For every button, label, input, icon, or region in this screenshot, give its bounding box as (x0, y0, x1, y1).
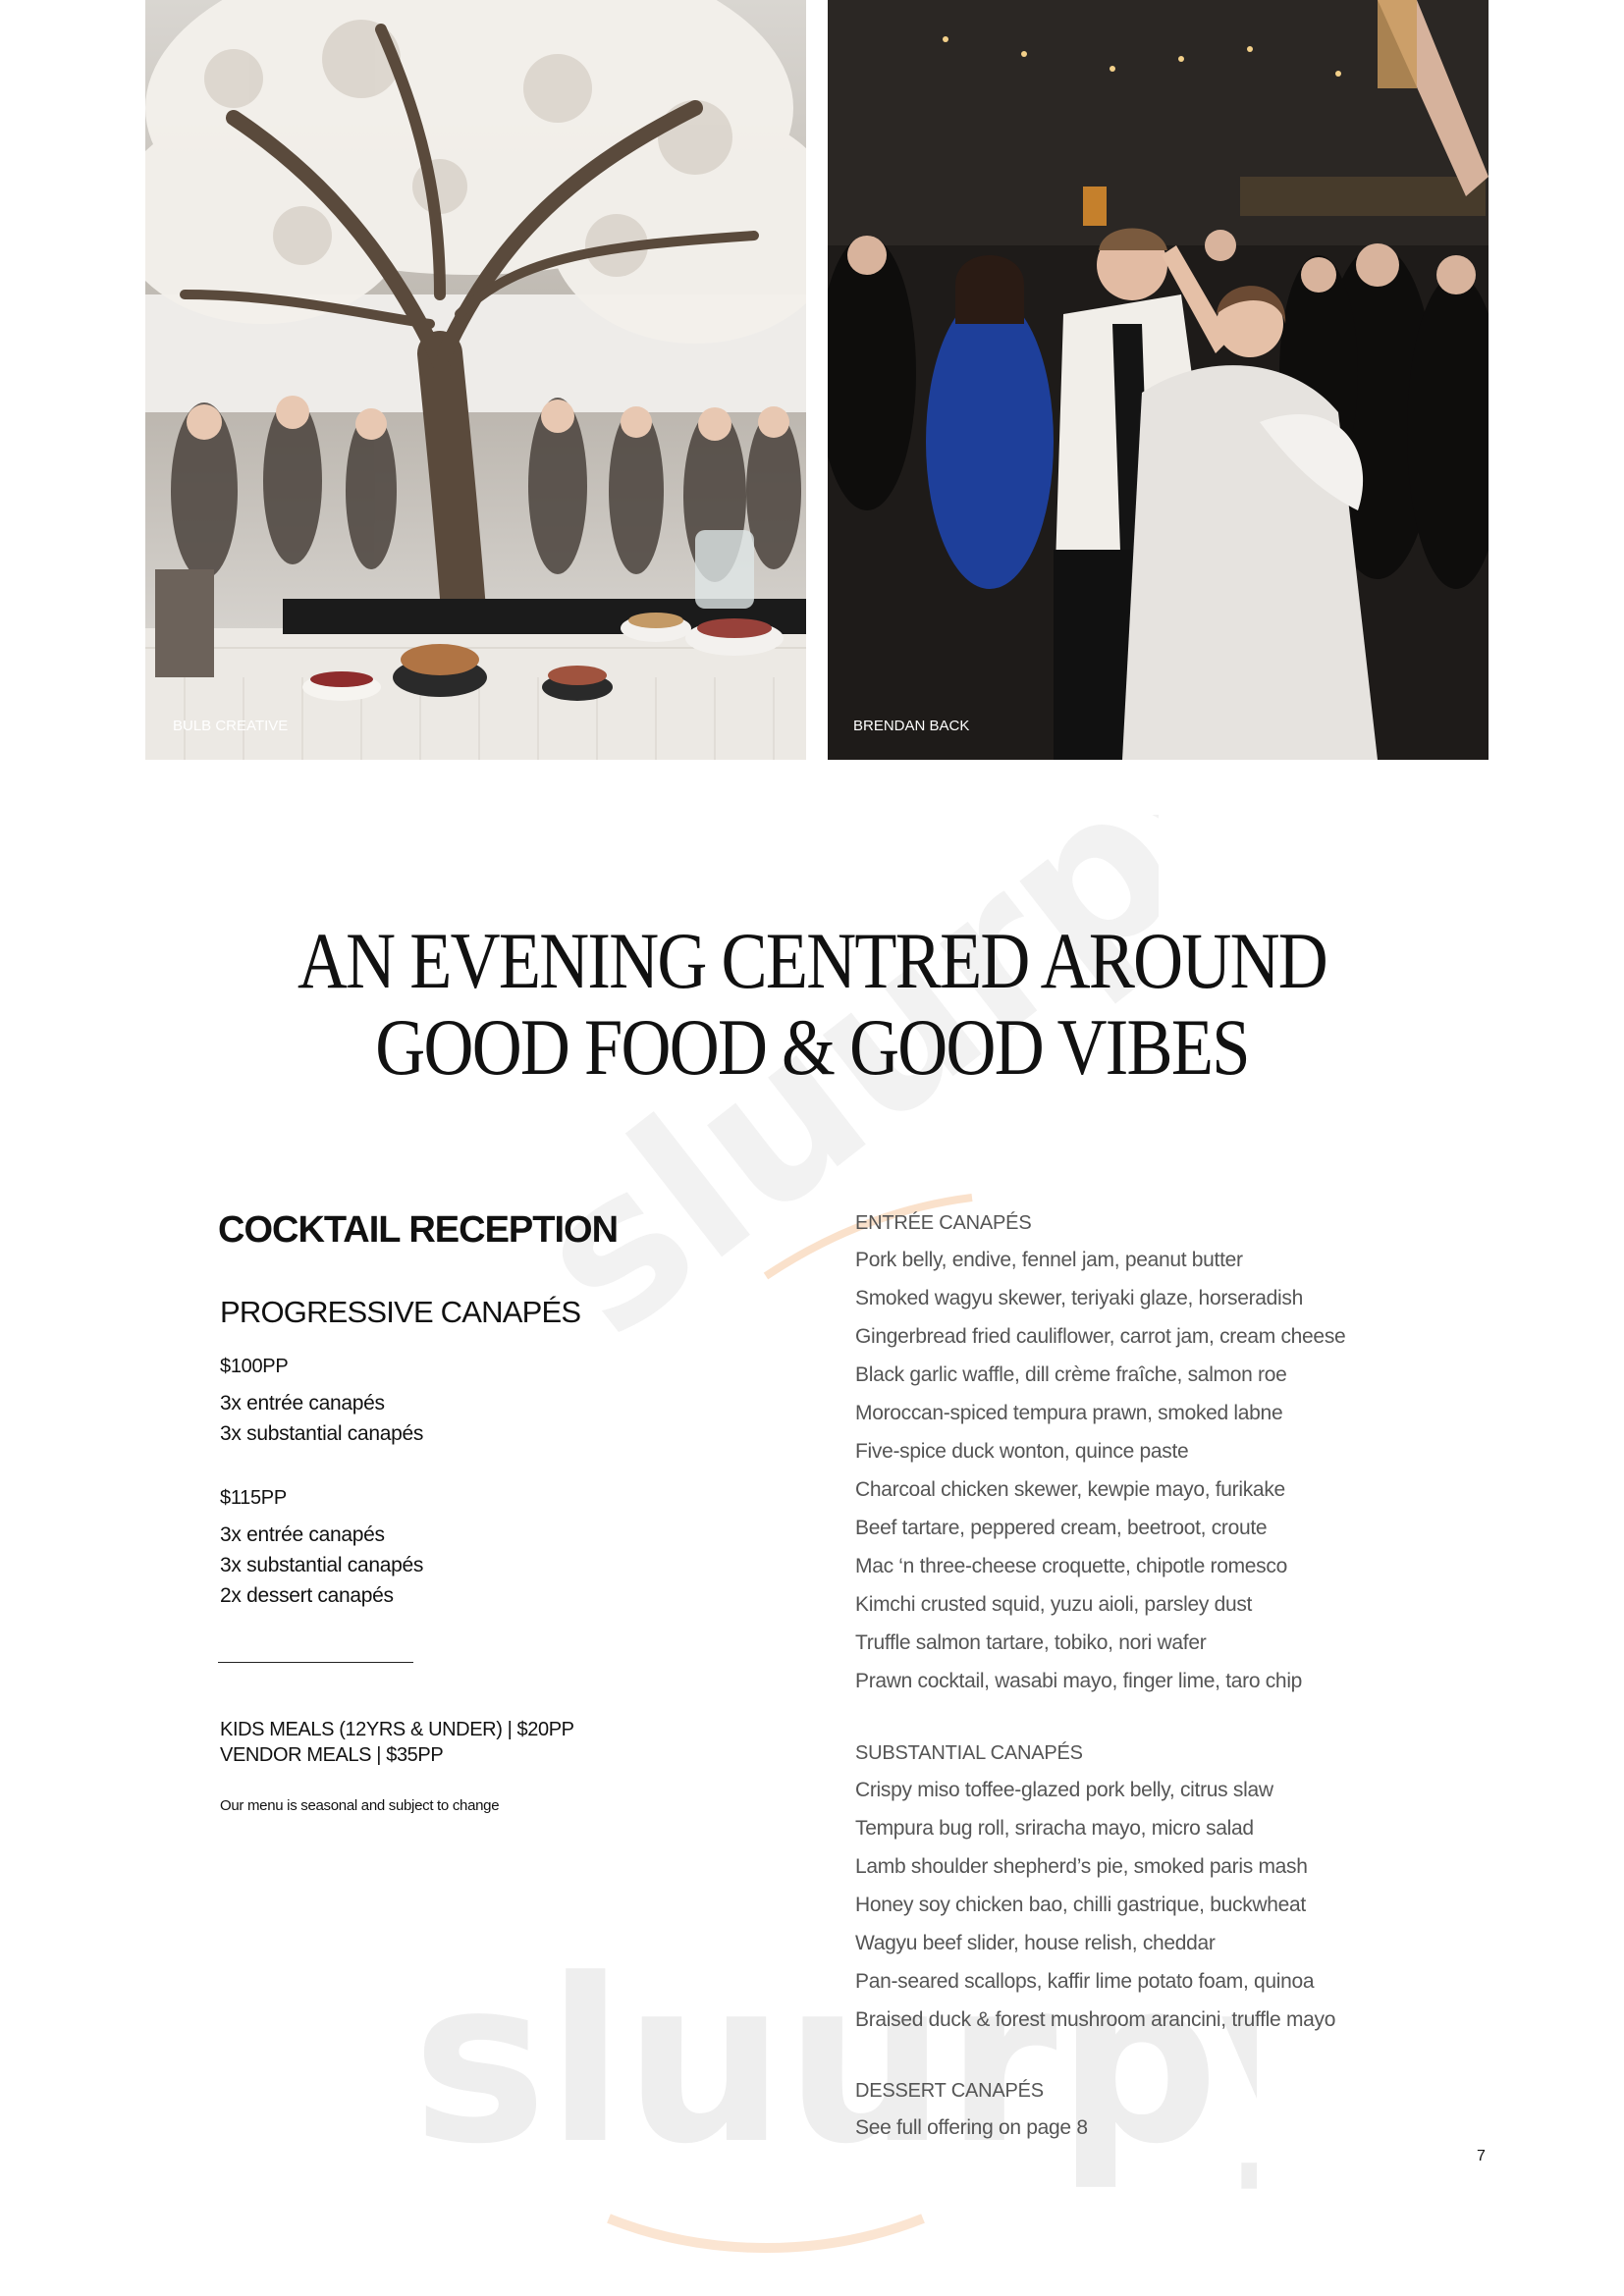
menu-item: Prawn cocktail, wasabi mayo, finger lime, taro chip (855, 1670, 1303, 1692)
inclusion-line: 3x substantial canapés (220, 1422, 424, 1445)
category-heading: ENTRÉE CANAPÉS (855, 1212, 1032, 1234)
menu-item: Braised duck & forest mushroom arancini, truffle mayo (855, 2008, 1336, 2031)
kids-meals: KIDS MEALS (12YRS & UNDER) | $20PP (220, 1719, 574, 1740)
watermark-text-top: sluurpy (493, 815, 1159, 1382)
menu-item: Kimchi crusted squid, yuzu aioli, parsley dust (855, 1593, 1253, 1616)
buffet-photo (145, 0, 806, 760)
menu-item: Gingerbread fried cauliflower, carrot jam, cream cheese (855, 1325, 1346, 1348)
headline-line-2: GOOD FOOD & GOOD VIBES (375, 1002, 1249, 1092)
menu-item: Tempura bug roll, sriracha mayo, micro salad (855, 1817, 1254, 1840)
menu-item: Beef tartare, peppered cream, beetroot, croute (855, 1517, 1268, 1539)
option-2-price: $115PP (220, 1487, 287, 1509)
option-1-inclusions (220, 1388, 423, 1449)
menu-item: Black garlic waffle, dill crème fraîche, salmon roe (855, 1363, 1287, 1386)
option-1-price: $100PP (220, 1356, 289, 1377)
menu-item: Pan-seared scallops, kaffir lime potato foam, quinoa (855, 1970, 1315, 1993)
menu-item: Wagyu beef slider, house relish, cheddar (855, 1932, 1216, 1954)
page-number: 7 (1477, 2148, 1486, 2164)
menu-item: Truffle salmon tartare, tobiko, nori wafer (855, 1631, 1207, 1654)
inclusion-line: 2x dessert canapés (220, 1584, 394, 1607)
menu-item: Pork belly, endive, fennel jam, peanut butter (855, 1249, 1243, 1271)
option-2-inclusions (220, 1520, 423, 1611)
menu-item: See full offering on page 8 (855, 2116, 1088, 2139)
menu-item: Crispy miso toffee-glazed pork belly, citrus slaw (855, 1779, 1273, 1801)
party-photo (828, 0, 1489, 760)
extra-meals (220, 1717, 574, 1768)
page-headline (114, 918, 1510, 1091)
entree-canapes (855, 1210, 1345, 1700)
inclusion-line: 3x substantial canapés (220, 1554, 424, 1576)
photo-credit-right: BRENDAN BACK (853, 718, 970, 734)
dessert-canapes (855, 2078, 1088, 2147)
menu-item: Five-spice duck wonton, quince paste (855, 1440, 1189, 1463)
substantial-canapes (855, 1740, 1335, 2039)
seasonal-note: Our menu is seasonal and subject to change (220, 1797, 500, 1814)
watermark-text-bottom: sluurp (412, 1932, 1219, 2194)
inclusion-line: 3x entrée canapés (220, 1392, 385, 1415)
package-subtitle: PROGRESSIVE CANAPÉS (220, 1295, 581, 1329)
menu-item: Mac ‘n three-cheese croquette, chipotle romesco (855, 1555, 1287, 1577)
vendor-meals: VENDOR MEALS | $35PP (220, 1744, 444, 1766)
category-heading: SUBSTANTIAL CANAPÉS (855, 1742, 1083, 1764)
inclusion-line: 3x entrée canapés (220, 1523, 385, 1546)
menu-item: Charcoal chicken skewer, kewpie mayo, furikake (855, 1478, 1285, 1501)
category-heading: DESSERT CANAPÉS (855, 2080, 1044, 2102)
menu-item: Smoked wagyu skewer, teriyaki glaze, horseradish (855, 1287, 1303, 1309)
section-title: COCKTAIL RECEPTION (218, 1209, 619, 1251)
photo-credit-left: BULB CREATIVE (173, 718, 289, 734)
menu-item: Honey soy chicken bao, chilli gastrique, buckwheat (855, 1894, 1306, 1916)
menu-item: Lamb shoulder shepherd’s pie, smoked paris mash (855, 1855, 1308, 1878)
headline-line-1: AN EVENING CENTRED AROUND (297, 916, 1327, 1005)
menu-item: Moroccan-spiced tempura prawn, smoked labne (855, 1402, 1283, 1424)
reception-pricing (218, 1207, 768, 1814)
divider (218, 1662, 413, 1663)
